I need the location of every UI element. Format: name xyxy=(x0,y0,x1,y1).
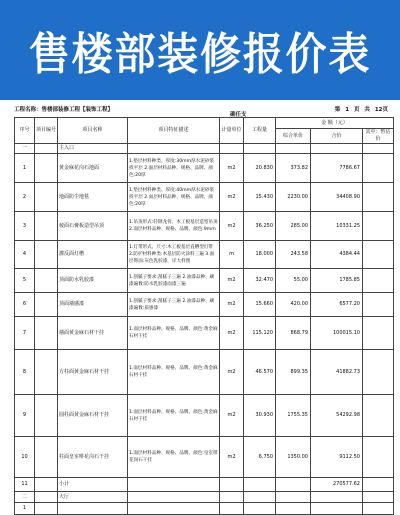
signature-label: 确任支 xyxy=(230,112,247,118)
table-row xyxy=(15,293,394,317)
row-total: 9112.50 xyxy=(311,437,363,478)
header-other: 其中：暂估价 xyxy=(363,129,394,144)
row-qty: 36.250 xyxy=(244,212,276,241)
row-seq: 1 xyxy=(15,503,35,515)
header-amount: 金 额（元） xyxy=(276,118,394,129)
row-qty: 15.660 xyxy=(244,293,276,317)
page-indicator xyxy=(332,105,388,113)
section-row xyxy=(15,144,394,154)
page-title: 售楼部装修报价表 xyxy=(28,29,372,80)
section-row xyxy=(15,492,394,503)
table-row xyxy=(15,183,394,212)
row-qty: 6.750 xyxy=(244,437,276,478)
row-unit: m2 xyxy=(220,317,244,350)
row-price: 1350.00 xyxy=(276,437,311,478)
row-qty: 15.430 xyxy=(244,183,276,212)
total-pages: 12页 xyxy=(374,107,388,113)
row-total: 41882.73 xyxy=(311,350,363,395)
row-seq: 5 xyxy=(15,269,35,293)
row-seq: 2 xyxy=(15,183,35,212)
document-meta xyxy=(0,103,400,117)
row-unit: m xyxy=(220,241,244,269)
table-row xyxy=(15,437,394,478)
project-name: 工程名称：售楼部装修工程【装饰工程】 xyxy=(14,107,114,113)
title-banner xyxy=(0,0,400,100)
row-desc: 1.吊顶形式:轻钢龙骨、木工板基层造型吊顶 2.面层材料品种、规格、品牌、颜色:9mm xyxy=(128,212,220,241)
row-seq: 10 xyxy=(15,437,35,478)
row-unit: m2 xyxy=(220,212,244,241)
row-desc: 1.垫层材料种类、厚度:40mm厚水泥砂浆找平层 2.面层材料品种、规格、品牌、颜色:20厚 xyxy=(128,183,220,212)
header-name: 项目名称 xyxy=(58,118,128,144)
row-desc: 1.面层材料品种、规格、品牌、颜色:皇室啡花岗石干挂 xyxy=(128,437,220,478)
row-seq: 9 xyxy=(15,395,35,437)
row-total: 34408.90 xyxy=(311,183,363,212)
row-price: 1755.35 xyxy=(276,395,311,437)
row-desc: 1.灯带形式、尺寸:木工板基层直槽型灯带 2.防护材料种类:木基层防火涂料三遍 3.面层饰面:灰色乳胶漆，详大样图 xyxy=(128,241,220,269)
row-name: 黄金麻花岗石地面 xyxy=(58,154,128,183)
row-qty: 32.470 xyxy=(244,269,276,293)
row-name: 棱面石膏板造型吊顶 xyxy=(58,212,128,241)
header-seq: 序号 xyxy=(15,118,35,144)
subtotal-total: 270577.62 xyxy=(311,478,363,492)
row-unit: m2 xyxy=(220,395,244,437)
header-unit-price: 综合单价 xyxy=(276,129,311,144)
row-price: 373.82 xyxy=(276,154,311,183)
row-name: 墙面黄金麻石材干挂 xyxy=(58,317,128,350)
row-total: 10331.25 xyxy=(311,212,363,241)
table-row xyxy=(15,350,394,395)
row-unit: m2 xyxy=(220,437,244,478)
row-name: 地面防尘地毯 xyxy=(58,183,128,212)
row-total: 1785.85 xyxy=(311,269,363,293)
header-total: 合价 xyxy=(311,129,363,144)
row-name: 顶面墙感漆 xyxy=(58,293,128,317)
row-unit: m2 xyxy=(220,269,244,293)
table-row xyxy=(15,395,394,437)
row-qty: 115.120 xyxy=(244,317,276,350)
row-seq: 3 xyxy=(15,212,35,241)
row-seq: 6 xyxy=(15,293,35,317)
header-unit: 计量单位 xyxy=(220,118,244,144)
row-price: 868.79 xyxy=(276,317,311,350)
row-qty: 30.930 xyxy=(244,395,276,437)
row-price: 420.00 xyxy=(276,293,311,317)
row-seq: 4 xyxy=(15,241,35,269)
row-price: 899.35 xyxy=(276,350,311,395)
row-total: 54292.98 xyxy=(311,395,363,437)
row-qty: 20.830 xyxy=(244,154,276,183)
row-desc: 1.面层材料品种、规格、品牌、颜色:黄金麻石材干挂 xyxy=(128,317,220,350)
section-name: 主入口 xyxy=(58,144,128,154)
row-seq: 7 xyxy=(15,317,35,350)
subtotal-row xyxy=(15,478,394,492)
page-prefix: 第 xyxy=(334,107,341,113)
row-price: 2230.00 xyxy=(276,183,311,212)
subtotal-label: 小计 xyxy=(58,478,128,492)
row-total: 100015.10 xyxy=(311,317,363,350)
row-desc: 1.刮腻子要求:刮腻子三遍 2.油漆品种、刷漆遍数:质感漆 xyxy=(128,293,220,317)
table-row xyxy=(15,269,394,293)
row-desc: 1.刮腻子要求:刮腻子三遍 2.油漆品种、刷漆遍数:防水乳胶漆面漆三遍 xyxy=(128,269,220,293)
row-unit: m2 xyxy=(220,293,244,317)
header-desc: 项目特征描述 xyxy=(128,118,220,144)
table-row xyxy=(15,503,394,515)
section-seq: 二 xyxy=(15,492,35,503)
row-unit: m2 xyxy=(220,154,244,183)
subtotal-seq: 11 xyxy=(15,478,35,492)
page-unit: 页 xyxy=(353,107,360,113)
header-code: 项目编号 xyxy=(35,118,58,144)
quote-table xyxy=(14,117,394,515)
table-row xyxy=(15,317,394,350)
row-unit: m2 xyxy=(220,350,244,395)
row-total: 4384.44 xyxy=(311,241,363,269)
row-price: 55.00 xyxy=(276,269,311,293)
row-unit: m2 xyxy=(220,183,244,212)
section-name: 大厅 xyxy=(58,492,128,503)
row-qty: 46.570 xyxy=(244,350,276,395)
header-qty: 工程量 xyxy=(244,118,276,144)
table-row xyxy=(15,154,394,183)
row-seq: 1 xyxy=(15,154,35,183)
row-price: 285.00 xyxy=(276,212,311,241)
row-name: 方柱面黄金麻石材干挂 xyxy=(58,350,128,395)
row-seq: 8 xyxy=(15,350,35,395)
row-total: 7786.67 xyxy=(311,154,363,183)
row-name: 柱面皇室啡花岗石干挂 xyxy=(58,437,128,478)
row-desc: 1.面层材料品种、规格、品牌、颜色:黄金麻石材干挂 xyxy=(128,395,220,437)
section-seq: 一 xyxy=(15,144,35,154)
row-desc: 1.面层材料品种、规格、品牌、颜色:黄金麻石材干挂 xyxy=(128,350,220,395)
page-number: 1 xyxy=(345,107,350,113)
row-name: 灌反面灯槽 xyxy=(58,241,128,269)
total-prefix: 共 xyxy=(364,107,370,113)
row-total: 6577.20 xyxy=(311,293,363,317)
row-name: 圆柱面黄金麻石材干挂 xyxy=(58,395,128,437)
table-row xyxy=(15,212,394,241)
table-row xyxy=(15,241,394,269)
row-price: 243.58 xyxy=(276,241,311,269)
row-qty: 18.000 xyxy=(244,241,276,269)
row-desc: 1.垫层材料种类、厚度:30mm厚水泥砂浆找平层 2.面层材料品种、规格、品牌、颜色:20厚 xyxy=(128,154,220,183)
row-name: 顶面防水乳胶漆 xyxy=(58,269,128,293)
